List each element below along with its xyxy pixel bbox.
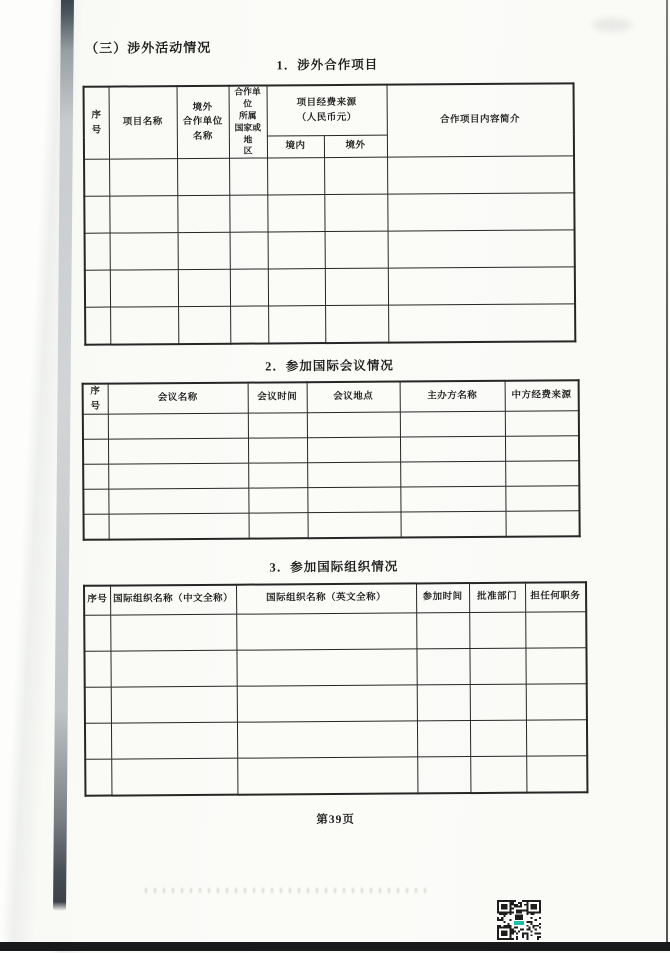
empty-cell [237,756,417,794]
table-row [85,683,587,723]
empty-cell [248,463,307,488]
empty-cell [387,156,574,194]
empty-cell [401,512,506,538]
empty-cell [111,686,237,723]
empty-cell [268,306,325,344]
t3-header-approving-department: 批准部门 [469,583,525,612]
t3-header-join-time: 参加时间 [416,583,469,612]
empty-cell [307,437,400,463]
t3-header-org-name-english: 国际组织名称（英文全称） [236,583,416,613]
empty-cell [526,755,587,792]
empty-cell [111,722,237,759]
t2-header-chinese-funding-source: 中方经费来源 [505,380,579,411]
empty-cell [417,720,470,756]
empty-cell [108,464,248,490]
table-row [85,304,575,345]
table2-body [83,411,580,540]
empty-cell [109,196,177,233]
scan-edge-line [666,0,668,942]
t2-header-conference-name: 会议名称 [108,383,248,415]
empty-cell [236,612,416,649]
empty-cell [110,614,236,651]
empty-cell [85,687,111,723]
empty-cell [387,193,574,231]
empty-cell [85,759,111,796]
table-row [85,230,575,270]
empty-cell [177,195,229,232]
international-conferences-table [82,379,581,541]
empty-cell [108,439,248,465]
table-row [84,511,580,540]
empty-cell [85,723,111,759]
empty-cell [248,413,307,438]
empty-cell [84,196,109,233]
empty-cell [84,515,109,541]
empty-cell [109,514,249,540]
empty-cell [249,513,308,539]
empty-cell [84,159,109,196]
empty-cell [230,232,268,269]
empty-cell [400,437,505,463]
table3-body [84,611,587,795]
empty-cell [416,648,469,684]
empty-cell [108,489,248,515]
empty-cell [470,684,526,720]
t3-header-serial: 序号 [84,586,110,615]
t1-header-funding-domestic: 境内 [267,136,324,158]
table-row [84,193,574,233]
table-row [83,486,579,514]
empty-cell [85,307,110,345]
table-row [84,156,574,196]
empty-cell [83,465,108,490]
empty-cell [108,414,248,440]
empty-cell [229,158,267,195]
empty-cell [84,651,110,687]
t3-header-org-name-chinese: 国际组织名称（中文全称） [110,585,236,615]
empty-cell [83,490,108,515]
empty-cell [470,756,526,793]
empty-cell [237,720,417,757]
empty-cell [111,758,237,795]
empty-cell [178,232,230,269]
empty-cell [525,647,586,683]
t1-header-project-name: 项目名称 [109,86,178,159]
empty-cell [325,268,388,305]
empty-cell [237,684,417,721]
empty-cell [469,648,525,684]
empty-cell [469,612,525,648]
empty-cell [388,267,575,305]
empty-cell [416,612,469,648]
table3-title: 3．参加国际组织情况 [269,559,399,575]
empty-cell [110,270,178,307]
t1-header-funding-group-line1: 项目经费来源 [296,97,357,109]
t1-header-serial: 序号 [84,87,110,160]
empty-cell [400,487,505,513]
t1-header-project-intro: 合作项目内容简介 [387,83,575,157]
qr-code [497,900,541,940]
empty-cell [110,650,236,687]
empty-cell [400,412,505,438]
empty-cell [230,269,268,306]
empty-cell [178,306,230,344]
empty-cell [505,411,579,437]
t1-header-funding-group [267,85,387,137]
table-row [83,461,579,489]
empty-cell [505,436,579,462]
empty-cell [109,159,177,196]
empty-cell [110,307,178,345]
t1-header-partner-country-line3: 国家或地 [234,122,262,145]
t2-header-conference-time: 会议时间 [248,382,307,413]
table-row [83,436,579,464]
empty-cell [307,462,400,488]
scan-bottom-bar [0,942,670,951]
empty-cell [325,305,388,343]
empty-cell [268,269,325,306]
section-title: （三）涉外活动情况 [85,39,212,56]
t1-header-partner-country-line4: 区 [243,145,253,157]
t2-header-conference-location: 会议地点 [307,382,400,414]
empty-cell [308,512,401,538]
empty-cell [417,684,470,720]
empty-cell [267,158,324,195]
table2-title: 2．参加国际会议情况 [265,358,394,374]
empty-cell [400,462,505,488]
table-row [85,719,587,759]
empty-cell [110,233,178,270]
empty-cell [84,615,110,651]
empty-cell [325,231,388,268]
empty-cell [388,230,575,268]
empty-cell [248,438,307,463]
page-number: 第39页 [316,813,355,827]
table-row [85,755,587,795]
t1-header-partner-country [229,85,268,158]
t2-header-serial: 序号 [83,384,108,415]
empty-cell [388,304,575,343]
table1-body [84,156,575,345]
empty-cell [178,269,230,306]
scan-smudge [145,888,430,893]
empty-cell [526,719,587,755]
international-organizations-table [83,581,588,796]
empty-cell [85,270,110,307]
t1-header-funding-group-line2: （人民币元） [296,112,357,123]
t1-header-overseas-partner-line2: 合作单位名称 [182,117,223,142]
empty-cell [267,195,324,232]
empty-cell [236,648,416,685]
empty-cell [525,611,586,647]
empty-cell [177,158,229,195]
table1-title: 1．涉外合作项目 [276,57,379,73]
cooperation-projects-table [83,82,577,346]
empty-cell [248,488,307,513]
empty-cell [505,461,579,487]
empty-cell [83,440,108,465]
t1-header-overseas-partner [177,86,230,159]
empty-cell [85,233,110,270]
empty-cell [268,232,325,269]
empty-cell [526,683,587,719]
empty-cell [470,720,526,756]
empty-cell [307,412,400,438]
t2-header-organizer-name: 主办方名称 [400,381,505,413]
t1-header-funding-overseas: 境外 [324,135,387,157]
empty-cell [417,756,470,793]
table-row [83,411,579,439]
empty-cell [83,415,108,440]
table-row [84,647,586,687]
t3-header-position-held: 担任何职务 [525,582,586,611]
empty-cell [324,194,387,231]
t1-header-overseas-partner-line1: 境外 [192,102,213,113]
t1-header-partner-country-line2: 所属 [238,110,257,121]
empty-cell [307,487,400,513]
empty-cell [229,195,267,232]
table-row [85,267,575,307]
table-row [84,611,586,651]
t1-header-partner-country-line1: 合作单位 [234,86,261,109]
empty-cell [506,511,580,537]
empty-cell [505,486,579,512]
empty-cell [324,157,387,194]
empty-cell [230,306,268,344]
